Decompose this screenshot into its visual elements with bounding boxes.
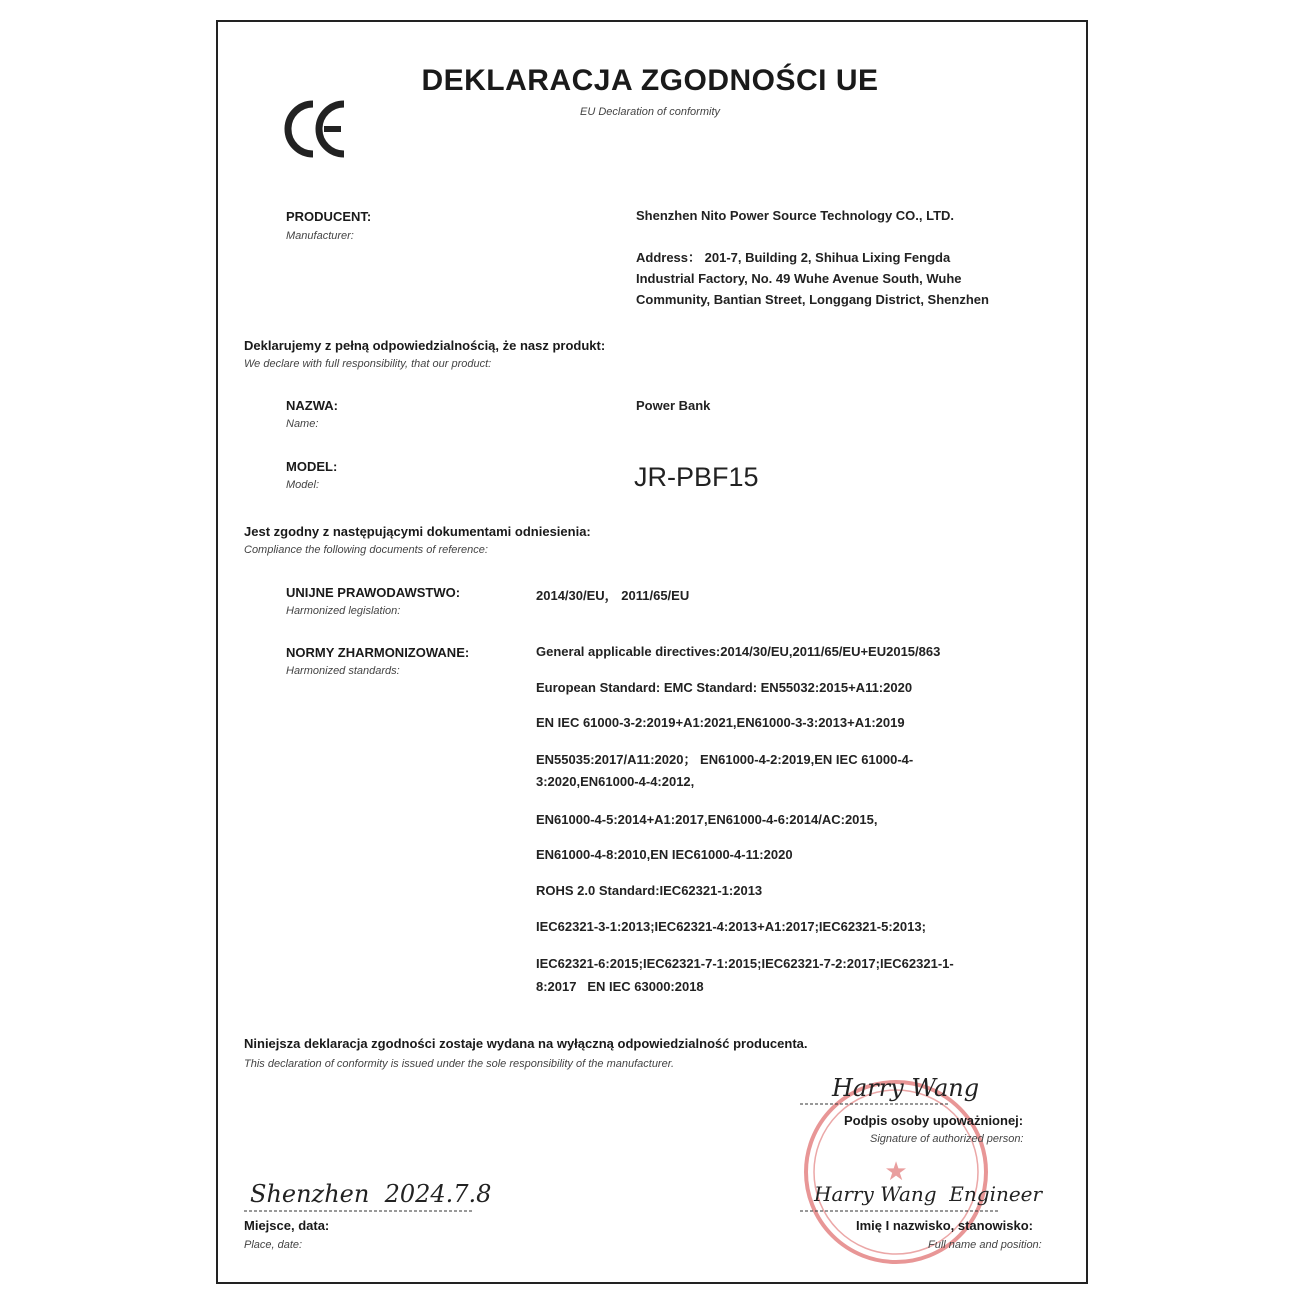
place-date-line [244,1208,474,1214]
svg-text:★: ★ [884,1157,908,1187]
standards-line: General applicable directives:2014/30/EU,2011/65/EU+EU2015/863 [536,644,941,659]
manufacturer-address [636,247,989,310]
address-line: Industrial Factory, No. 49 Wuhe Avenue South, Wuhe [636,271,962,286]
signature-label: Podpis osoby upoważnionej: [844,1113,1024,1128]
document-subtitle: EU Declaration of conformity [580,106,720,118]
legislation-label: UNIJNE PRAWODAWSTWO: [286,585,461,600]
standards-label-en: Harmonized standards: [286,665,400,677]
standards-line: EN55035:2017/A11:2020； EN61000-4-2:2019,EN IEC 61000-4- [536,752,914,767]
name-position-handwritten: Harry Wang Engineer [814,1182,1043,1206]
place-date-label-en: Place, date: [244,1239,303,1251]
standards-line: 3:2020,EN61000-4-4:2012, [536,774,695,789]
standards-line: IEC62321-6:2015;IEC62321-7-1:2015;IEC62321-7-2:2017;IEC62321-1- [536,956,954,971]
manufacturer-name: Shenzhen Nito Power Source Technology CO., LTD. [636,208,955,223]
legislation-label-en: Harmonized legislation: [286,605,401,617]
address-line: Address： 201-7, Building 2, Shihua Lixing Fengda [636,250,951,265]
legislation-value: 2014/30/EU， 2011/65/EU [536,588,690,603]
standards-line: EN IEC 61000-3-2:2019+A1:2021,EN61000-3-3:2013+A1:2019 [536,715,905,730]
declare-text-en: We declare with full responsibility, that our product: [244,358,492,370]
responsibility-text: Niniejsza deklaracja zgodności zostaje wydana na wyłączną odpowiedzialność producenta. [244,1036,808,1051]
compliance-text: Jest zgodny z następującymi dokumentami odniesienia: [244,524,591,539]
address-line: Community, Bantian Street, Longgang District, Shenzhen [636,292,989,307]
compliance-text-en: Compliance the following documents of reference: [244,544,488,556]
signature-line [800,1101,950,1107]
standards-label: NORMY ZHARMONIZOWANE: [286,645,470,660]
standards-line: EN61000-4-8:2010,EN IEC61000-4-11:2020 [536,847,793,862]
place-date-label: Miejsce, data: [244,1218,330,1233]
product-name-label-en: Name: [286,418,319,430]
standards-line: IEC62321-3-1:2013;IEC62321-4:2013+A1:2017;IEC62321-5:2013; [536,919,926,934]
place-date-handwritten: Shenzhen 2024.7.8 [250,1180,492,1208]
document-title: DEKLARACJA ZGODNOŚCI UE [421,64,879,97]
name-position-label: Imię I nazwisko, stanowisko: [856,1218,1033,1233]
standards-line: ROHS 2.0 Standard:IEC62321-1:2013 [536,883,763,898]
product-name-label: NAZWA: [286,398,338,413]
ce-logo-icon [280,98,350,160]
name-position-label-en: Full name and position: [928,1239,1042,1251]
manufacturer-label-en: Manufacturer: [286,230,354,242]
standards-line: EN61000-4-5:2014+A1:2017,EN61000-4-6:2014/AC:2015, [536,812,878,827]
model-label-en: Model: [286,479,320,491]
name-position-line [800,1208,1000,1214]
standards-line: 8:2017 EN IEC 63000:2018 [536,979,704,994]
standards-line: European Standard: EMC Standard: EN55032:2015+A11:2020 [536,680,913,695]
model-label: MODEL: [286,459,338,474]
signature-handwritten: Harry Wang [832,1074,980,1102]
manufacturer-label: PRODUCENT: [286,209,372,224]
signature-label-en: Signature of authorized person: [870,1133,1024,1145]
responsibility-text-en: This declaration of conformity is issued under the sole responsibility of the manufacturer. [244,1058,675,1070]
declare-text: Deklarujemy z pełną odpowiedzialnością, że nasz produkt: [244,338,606,353]
model-value: JR-PBF15 [634,462,759,492]
product-name-value: Power Bank [636,398,711,413]
